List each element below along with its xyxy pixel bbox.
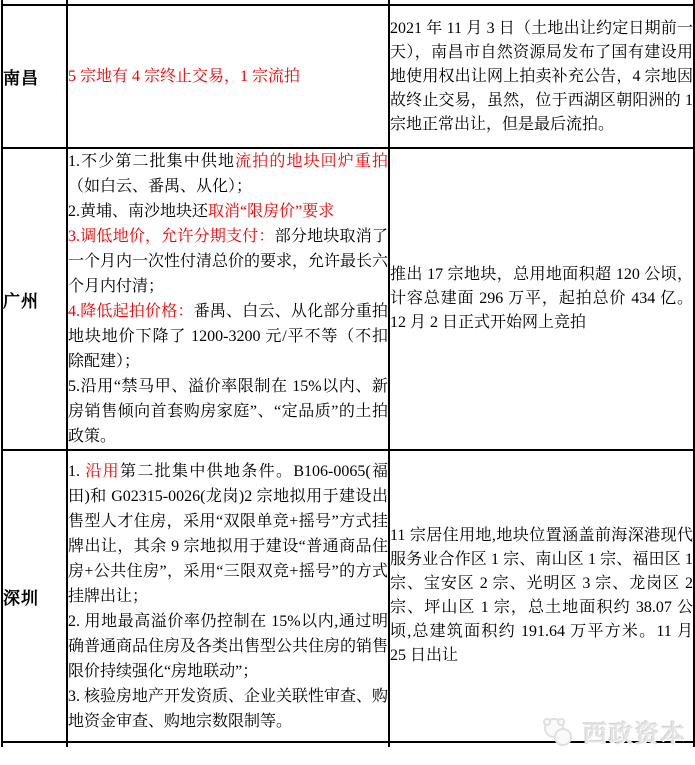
highlighted-text: 5 宗地有 4 宗终止交易，1 宗流拍 — [68, 67, 301, 85]
body-text: （如白云、番禺、从化）； — [68, 178, 253, 195]
nanchang-detail-cell — [389, 5, 694, 148]
table-row-nanchang — [2, 5, 694, 148]
paragraph — [68, 684, 388, 734]
paragraph — [68, 224, 388, 299]
empty-cell — [67, 742, 389, 747]
body-text: 1.不少第二批集中供地 — [68, 153, 236, 170]
guangzhou-measures-cell — [67, 148, 389, 450]
paragraph — [68, 66, 388, 88]
body-text: 部分地块取消了一个月内一次性付清总价的要求，允许最长六个月内付清； — [68, 228, 389, 295]
paragraph — [68, 199, 388, 224]
land-auction-table — [1, 0, 695, 747]
body-text: 2021 年 11 月 3 日（土地出让约定日期前一天），南昌市自然资源局发布了国有建设用地使用权出让网上拍卖补充公告，4 宗地因故终止交易，虽然，位于西湖区朝阳洲的 1 宗地正常出让，但是最后流拍。 — [390, 19, 693, 133]
empty-cell — [2, 742, 67, 747]
body-text: 3. 核验房地产开发资质、企业关联性审查、购地资金审查、购地宗数限制等。 — [68, 687, 389, 730]
body-text: 5.沿用“禁马甲、溢价率限制在 15%以内、新房销售倾向首套购房家庭”、“定品质”的土拍政策。 — [68, 378, 388, 445]
table-row-shenzhen — [2, 450, 694, 742]
body-text: 推出 17 宗地块，总用地面积超 120 公顷，计容总建面 296 万平，起拍总价 434 亿。12 月 2 日正式开始网上竞拍 — [390, 266, 693, 331]
highlighted-text: 取消“限房价”要求 — [208, 203, 335, 220]
table-row-partial-bottom — [2, 742, 694, 747]
body-text: 2.黄埔、南沙地块还 — [68, 203, 209, 220]
shenzhen-detail-cell — [389, 450, 694, 742]
paragraph — [68, 374, 388, 449]
guangzhou-detail-cell — [389, 148, 694, 450]
nanchang-measures-cell — [67, 5, 389, 148]
paragraph — [68, 609, 388, 684]
body-text: 11 宗居住用地,地块位置涵盖前海深港现代服务业合作区 1 宗、南山区 1 宗、福田区 1 宗、宝安区 2 宗、光明区 3 宗、龙岗区 2 宗、坪山区 1 宗，总土地面积约 38.07 公顷,总建筑面积约 191.64 万平方米。11 月 25 日出让 — [390, 527, 693, 664]
body-text: 番禺、白云、从化部分重拍地块地价下降了 1200-3200 元/平不等（不扣除配建）； — [68, 303, 388, 370]
paragraph — [68, 299, 388, 374]
body-text: 第二批集中供地条件。B106-0065(福田)和 G02315-0026(龙岗)2 宗地拟用于建设出售型人才住房，采用“双限单竞+摇号”方式挂牌出让，其余 9 宗地拟用于建设“普通商品住房+公共住房”，采用“三限双竞+摇号”的方式挂牌出让； — [68, 462, 388, 605]
paragraph — [390, 263, 693, 335]
shenzhen-measures-cell — [67, 450, 389, 742]
paragraph — [68, 459, 388, 609]
paragraph — [68, 149, 388, 199]
body-text: 1. — [68, 462, 86, 480]
table-row-guangzhou — [2, 148, 694, 450]
highlighted-text: 沿用 — [85, 462, 121, 480]
highlighted-text: 4.降低起拍价格： — [68, 303, 194, 320]
city-cell-shenzhen: 深圳 — [2, 450, 67, 742]
highlighted-text: 流拍的地块回炉重拍 — [235, 153, 388, 170]
paragraph — [390, 17, 693, 137]
highlighted-text: 3.调低地价，允许分期支付： — [68, 228, 275, 245]
paragraph — [390, 524, 693, 668]
watermark-text: 西政资本 — [583, 722, 687, 748]
empty-cell — [389, 742, 694, 747]
body-text: 2. 用地最高溢价率仍控制在 15%以内,通过明确普通商品住房及各类出售型公共住房的销售限价持续强化“房地联动”； — [68, 612, 389, 680]
city-cell-guangzhou: 广州 — [2, 148, 67, 450]
city-cell-nanchang: 南昌 — [2, 5, 67, 148]
